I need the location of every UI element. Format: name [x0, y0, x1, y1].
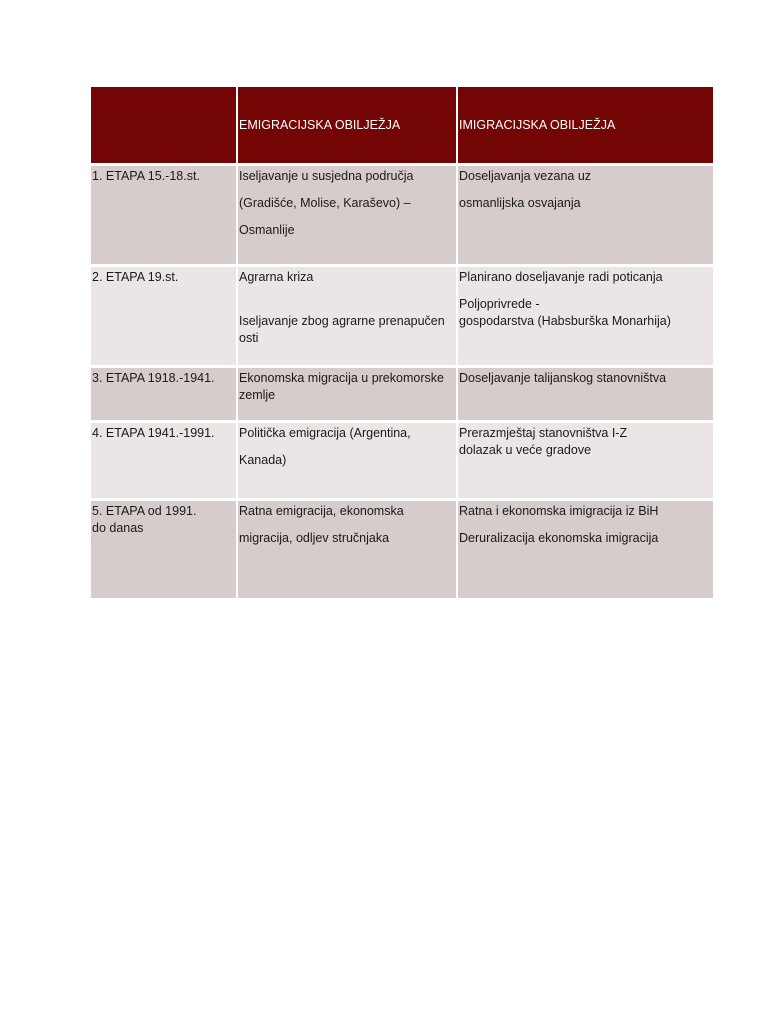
stage-label: 3. ETAPA 1918.-1941. — [92, 371, 215, 385]
stage-label: 5. ETAPA od 1991. — [92, 504, 197, 518]
table-row — [91, 165, 713, 266]
table-row — [91, 367, 713, 422]
emigration-text: Iseljavanje zbog agrarne prenapučen — [239, 314, 445, 328]
immigration-cell — [457, 422, 713, 500]
stage-cell — [91, 367, 237, 422]
immigration-text: Doseljavanja vezana uz — [459, 169, 592, 183]
immigration-cell — [457, 367, 713, 422]
stage-cell — [91, 422, 237, 500]
immigration-text: Deruralizacija ekonomska imigracija — [459, 531, 659, 545]
stage-label: 2. ETAPA 19.st. — [92, 270, 179, 284]
immigration-text: Prerazmještaj stanovništva I-Z — [459, 426, 628, 440]
emigration-text: Iseljavanje u susjedna područja — [239, 169, 414, 183]
emigration-text: zemlje — [239, 388, 276, 402]
emigration-text: Politička emigracija (Argentina, — [239, 426, 411, 440]
emigration-text: Agrarna kriza — [239, 270, 314, 284]
immigration-text: osmanlijska osvajanja — [459, 196, 581, 210]
stage-label: do danas — [92, 521, 144, 535]
immigration-text: gospodarstva (Habsburška Monarhija) — [459, 314, 671, 328]
table-row — [91, 266, 713, 367]
emigration-text: Osmanlije — [239, 223, 295, 237]
immigration-cell — [457, 500, 713, 600]
emigration-text: Ratna emigracija, ekonomska — [239, 504, 404, 518]
stage-label: 4. ETAPA 1941.-1991. — [92, 426, 215, 440]
immigration-cell — [457, 165, 713, 266]
immigration-text: Poljoprivrede - — [459, 297, 540, 311]
header-cell-immigration: IMIGRACIJSKA OBILJEŽJA — [457, 87, 713, 165]
emigration-cell — [237, 422, 457, 500]
emigration-text: Kanada) — [239, 453, 287, 467]
header-cell-emigration: EMIGRACIJSKA OBILJEŽJA — [237, 87, 457, 165]
emigration-cell — [237, 367, 457, 422]
stage-label: 1. ETAPA 15.-18.st. — [92, 169, 200, 183]
emigration-cell — [237, 266, 457, 367]
table-row — [91, 500, 713, 600]
emigration-text: migracija, odljev stručnjaka — [239, 531, 390, 545]
stage-cell — [91, 266, 237, 367]
emigration-text: Ekonomska migracija u prekomorske — [239, 371, 444, 385]
immigration-cell — [457, 266, 713, 367]
table-row — [91, 422, 713, 500]
table-header-row — [91, 87, 713, 165]
immigration-text: Ratna i ekonomska imigracija iz BiH — [459, 504, 659, 518]
emigration-text: (Gradišće, Molise, Karaševo) – — [239, 196, 411, 210]
immigration-text: Planirano doseljavanje radi poticanja — [459, 270, 663, 284]
immigration-text: dolazak u veće gradove — [459, 443, 592, 457]
emigration-cell — [237, 500, 457, 600]
stage-cell — [91, 500, 237, 600]
stage-cell — [91, 165, 237, 266]
header-cell-stage — [91, 87, 237, 165]
emigration-text: osti — [239, 331, 259, 345]
migration-stages-table — [91, 87, 713, 601]
immigration-text: Doseljavanje talijanskog stanovništva — [459, 371, 667, 385]
emigration-cell — [237, 165, 457, 266]
